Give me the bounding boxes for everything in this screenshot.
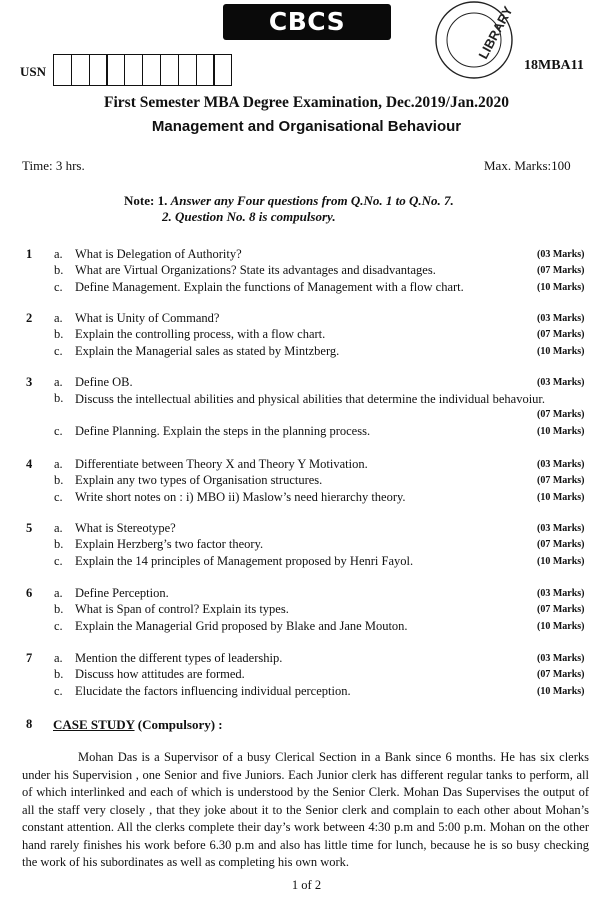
part-label: b. <box>54 667 64 682</box>
part-marks: (03 Marks) <box>537 459 585 470</box>
part-marks: (07 Marks) <box>537 604 585 616</box>
part-label: a. <box>54 311 63 325</box>
part-marks: (03 Marks) <box>537 249 585 260</box>
part-text: Explain the Managerial sales as stated by Mintzberg. <box>75 343 340 358</box>
part-label: b. <box>54 473 64 488</box>
part-text: Explain the 14 principles of Management proposed by Henri Fayol. <box>75 553 414 568</box>
part-label: c. <box>54 618 63 633</box>
part-marks: (10 Marks) <box>537 425 585 437</box>
part-marks: (10 Marks) <box>537 281 585 293</box>
question-number: 1 <box>26 247 33 261</box>
part-text: Explain the controlling process, with a flow chart. <box>75 327 326 342</box>
note-prefix: Note: 1. <box>124 193 168 208</box>
subject-title: Management and Organisational Behaviour <box>151 118 462 135</box>
usn-box[interactable] <box>178 54 197 86</box>
part-marks: (07 Marks) <box>537 409 585 421</box>
usn-box[interactable] <box>106 54 125 86</box>
part-label: a. <box>54 651 63 665</box>
note-text-2: 2. Question No. 8 is compulsory. <box>162 209 336 224</box>
usn-grid <box>53 54 231 86</box>
part-label: a. <box>54 375 63 389</box>
part-text: Define Planning. Explain the steps in the planning process. <box>75 423 371 438</box>
part-text: Discuss the intellectual abilities and physical abilities that determine the individual behavoiur. <box>75 392 546 407</box>
part-marks: (03 Marks) <box>537 588 585 599</box>
usn-box[interactable] <box>89 54 108 86</box>
part-text: What is Span of control? Explain its types. <box>75 602 289 617</box>
part-text: Write short notes on : i) MBO ii) Maslow’s need hierarchy theory. <box>75 489 406 504</box>
usn-box[interactable] <box>213 54 232 86</box>
part-text: Explain any two types of Organisation structures. <box>75 473 323 488</box>
part-marks: (07 Marks) <box>537 475 585 487</box>
part-text: Explain the Managerial Grid proposed by Blake and Jane Mouton. <box>75 618 408 633</box>
usn-box[interactable] <box>53 54 72 86</box>
part-text: Explain Herzberg’s two factor theory. <box>75 537 264 552</box>
part-label: b. <box>54 537 64 552</box>
note-text-1: Answer any Four questions from Q.No. 1 to Q.No. 7. <box>170 193 454 208</box>
note-line-2 <box>162 209 336 225</box>
part-text: What is Unity of Command? <box>75 311 220 325</box>
part-marks: (03 Marks) <box>537 523 585 534</box>
part-marks: (03 Marks) <box>537 313 585 324</box>
part-marks: (10 Marks) <box>537 491 585 503</box>
usn-label: USN <box>20 64 47 79</box>
max-marks: Max. Marks:100 <box>484 158 571 173</box>
part-label: c. <box>54 279 63 294</box>
question-number: 4 <box>26 457 33 471</box>
case-title-suffix: (Compulsory) : <box>137 717 223 732</box>
part-marks: (10 Marks) <box>537 620 585 632</box>
part-marks: (03 Marks) <box>537 377 585 388</box>
part-label: b. <box>54 391 64 406</box>
exam-title: First Semester MBA Degree Examination, Dec.2019/Jan.2020 <box>104 94 509 111</box>
part-label: c. <box>54 553 63 568</box>
part-text: Define OB. <box>75 375 133 389</box>
part-label: b. <box>54 263 64 278</box>
question-number: 6 <box>26 586 33 600</box>
question-number: 2 <box>26 311 33 325</box>
part-marks: (07 Marks) <box>537 265 585 277</box>
part-text: Elucidate the factors influencing individual perception. <box>75 683 351 698</box>
time-allowed: Time: 3 hrs. <box>22 158 85 173</box>
usn-box[interactable] <box>196 54 215 86</box>
part-marks: (10 Marks) <box>537 345 585 357</box>
scheme-banner: CBCS SCHEME <box>223 4 391 40</box>
part-label: c. <box>54 343 63 358</box>
part-label: c. <box>54 683 63 698</box>
question-number: 7 <box>26 651 33 665</box>
part-marks: (10 Marks) <box>537 685 585 697</box>
case-title-main: CASE STUDY <box>53 717 135 732</box>
part-text: Discuss how attitudes are formed. <box>75 667 245 682</box>
part-label: a. <box>54 586 63 600</box>
part-marks: (07 Marks) <box>537 539 585 551</box>
part-text: Define Management. Explain the functions of Management with a flow chart. <box>75 279 464 294</box>
part-marks: (07 Marks) <box>537 669 585 681</box>
usn-box[interactable] <box>160 54 179 86</box>
note-line-1 <box>124 193 454 209</box>
case-number: 8 <box>26 717 33 731</box>
usn-box[interactable] <box>71 54 90 86</box>
question-number: 3 <box>26 375 33 389</box>
part-text: Differentiate between Theory X and Theory Y Motivation. <box>75 457 368 471</box>
part-label: b. <box>54 327 64 342</box>
part-text: What is Delegation of Authority? <box>75 247 242 261</box>
page-number: 1 of 2 <box>291 878 322 892</box>
case-title <box>53 717 223 733</box>
paper-code: 18MBA11 <box>524 58 584 73</box>
part-label: c. <box>54 489 63 504</box>
part-label: a. <box>54 247 63 261</box>
part-label: c. <box>54 423 63 438</box>
part-text: Define Perception. <box>75 586 169 600</box>
part-label: a. <box>54 521 63 535</box>
part-label: a. <box>54 457 63 471</box>
usn-box[interactable] <box>142 54 161 86</box>
library-stamp <box>414 0 528 92</box>
part-marks: (03 Marks) <box>537 653 585 664</box>
part-label: b. <box>54 602 64 617</box>
case-paragraph: Mohan Das is a Supervisor of a busy Clerical Section in a Bank since 6 months. He has six clerks under his Supervision , one Senior and five Juniors. Each Junior clerk has different regular tanks to perform, all of which interlinked and each of which is understood by the Senior Clerk. Mohan Das Supervises the output of all the staff very closely , that they joke about it to the Senior clerk and complain to each other about Mohan’s constant attention. All the clerks complete their day’s work between 4:30 p.m and 5:00 p.m. Mohan on the other hand rarely finishes his work before 6.30 p.m and also has little time for lunch, because he is so busy checking the work of his subordinates as well as completing his own work. <box>22 750 589 869</box>
part-marks: (10 Marks) <box>537 555 585 567</box>
part-text: What is Stereotype? <box>75 521 176 535</box>
part-marks: (07 Marks) <box>537 329 585 341</box>
part-text: What are Virtual Organizations? State its advantages and disadvantages. <box>75 263 436 278</box>
usn-box[interactable] <box>124 54 143 86</box>
part-text: Mention the different types of leadership. <box>75 651 283 665</box>
stamp-label: LIBRARY <box>475 3 516 62</box>
question-number: 5 <box>26 521 33 535</box>
